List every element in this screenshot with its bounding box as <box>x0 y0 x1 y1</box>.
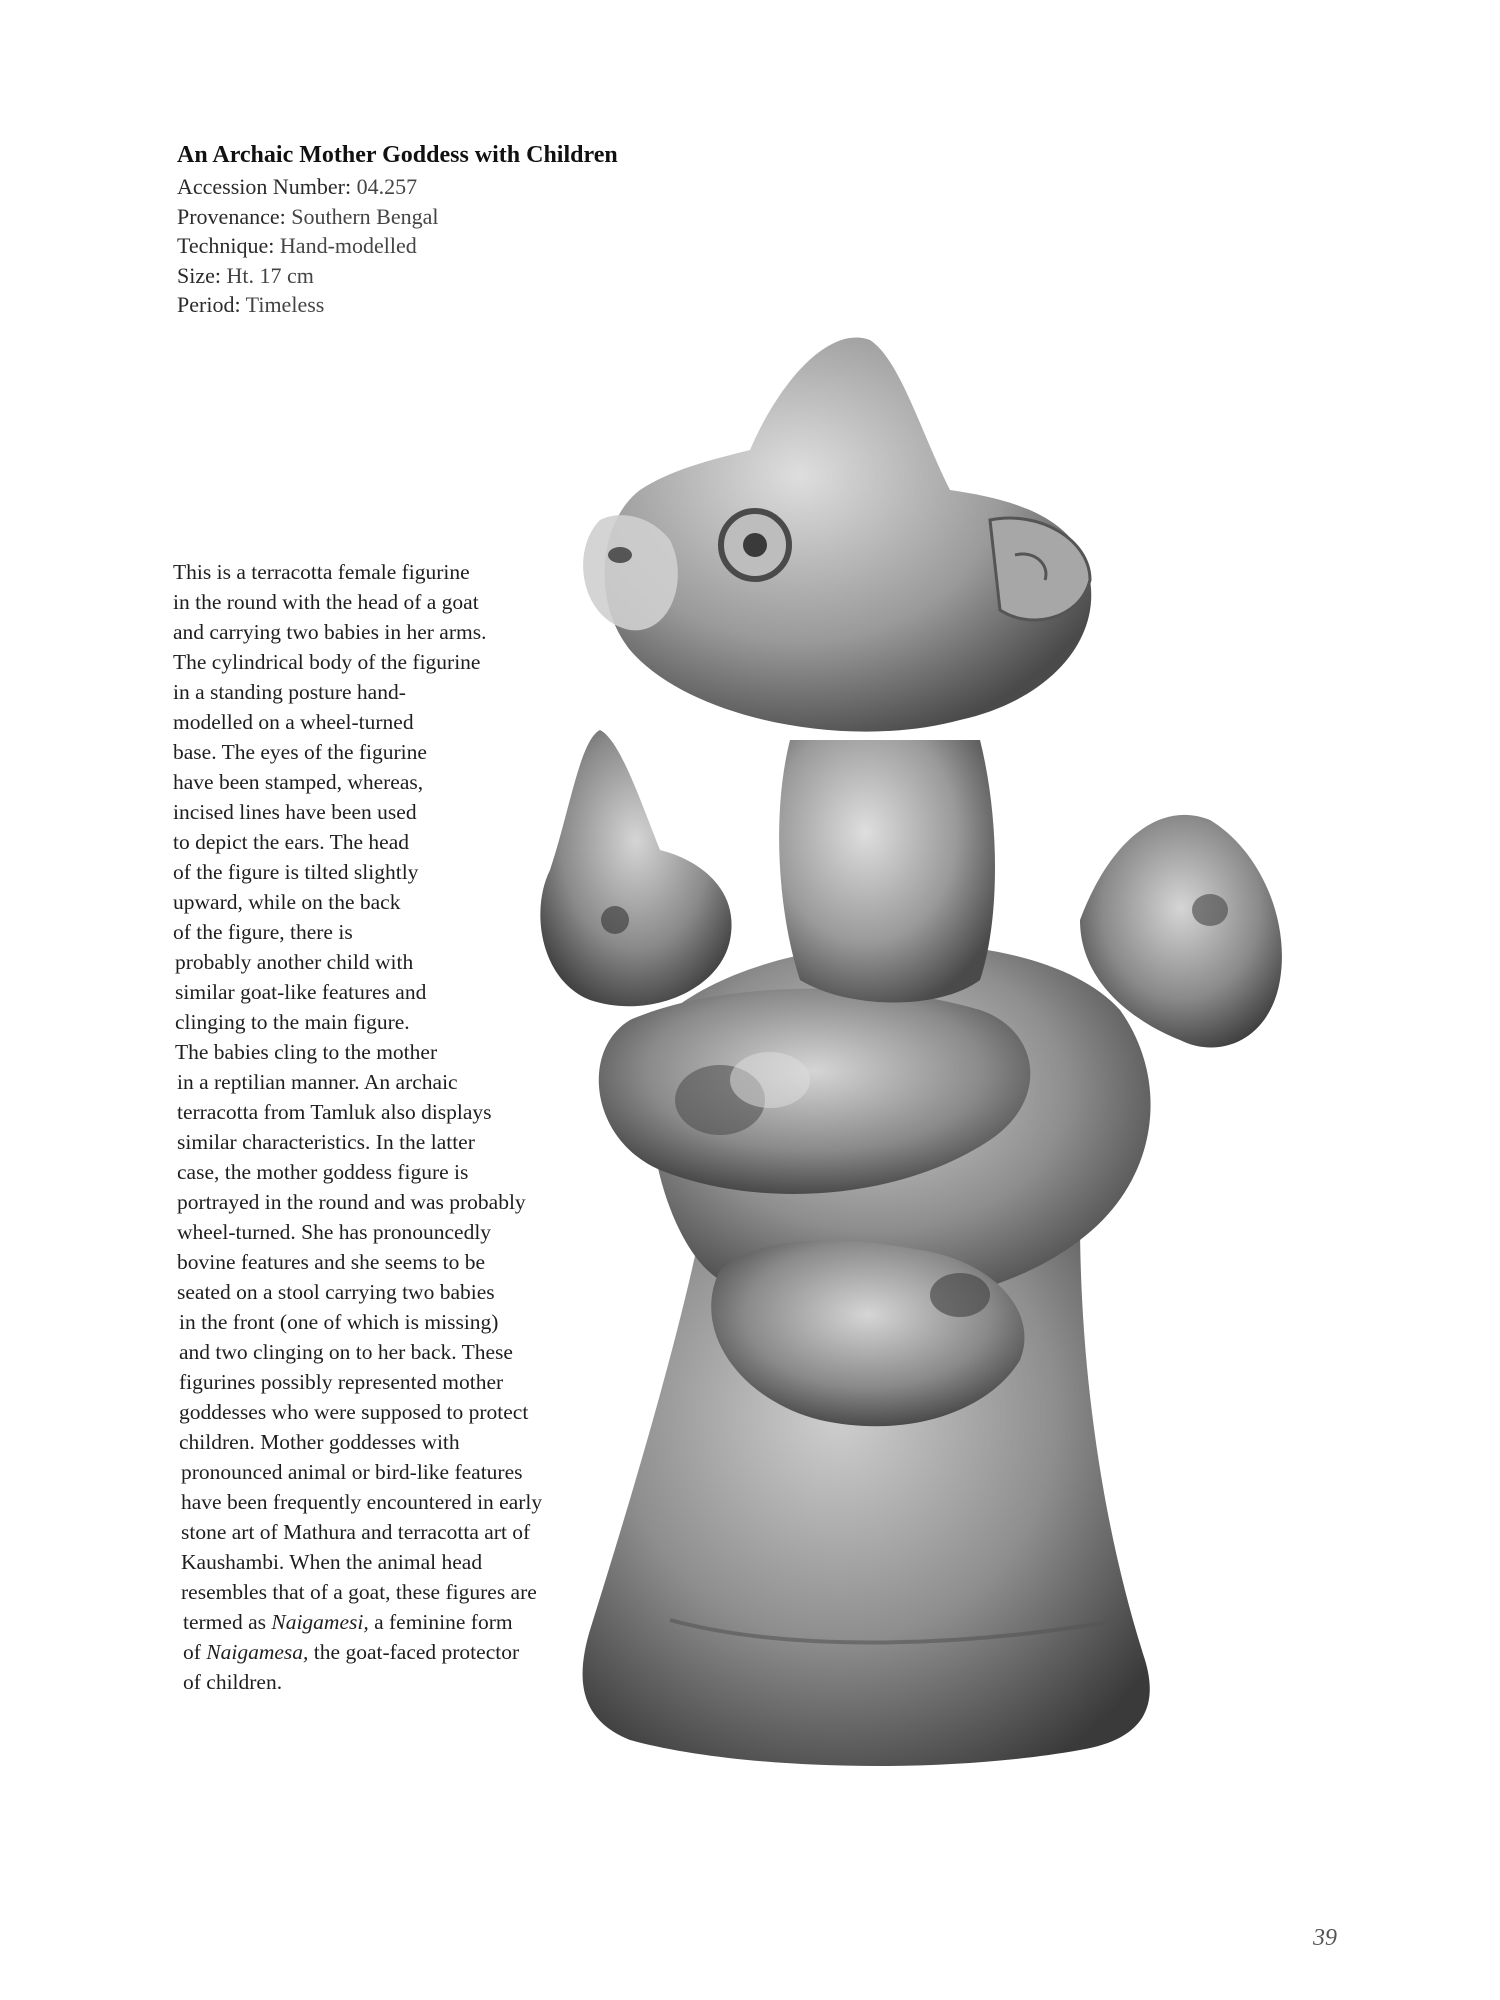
text-line: in the round with the head of a goat <box>173 590 479 614</box>
text-run: of <box>183 1640 207 1664</box>
text-run: the goat-faced protector <box>308 1640 520 1664</box>
meta-value: Ht. 17 cm <box>226 262 314 288</box>
meta-label: Technique: <box>177 233 275 258</box>
text-line: probably another child with <box>175 950 414 974</box>
text-line: figurines possibly represented mother <box>179 1370 504 1394</box>
text-line: This is a terracotta female figurine <box>173 560 470 584</box>
text-line <box>183 1607 513 1637</box>
meta-value: 04.257 <box>356 174 418 199</box>
meta-label: Provenance: <box>177 203 286 229</box>
text-line: in the front (one of which is missing) <box>179 1310 499 1334</box>
meta-label: Period: <box>177 292 241 317</box>
text-line: similar characteristics. In the latter <box>177 1130 475 1154</box>
text-line: bovine features and she seems to be <box>177 1250 486 1274</box>
text-run: termed as <box>183 1610 272 1634</box>
meta-value: Southern Bengal <box>291 203 439 229</box>
text-line: case, the mother goddess figure is <box>177 1160 469 1184</box>
italic-term: Naigamesi, <box>271 1610 369 1634</box>
text-line: incised lines have been used <box>173 800 417 824</box>
text-line: base. The eyes of the figurine <box>173 740 427 764</box>
provenance <box>177 202 647 232</box>
text-line: of children. <box>183 1670 283 1694</box>
text-line: terracotta from Tamluk also displays <box>177 1100 492 1124</box>
text-line: upward, while on the back <box>173 890 401 914</box>
text-line: and two clinging on to her back. These <box>179 1340 513 1364</box>
text-run: a feminine form <box>368 1610 513 1634</box>
text-line: pronounced animal or bird-like features <box>181 1460 523 1484</box>
size <box>177 261 647 291</box>
page-number: 39 <box>1313 1925 1337 1951</box>
text-line <box>183 1637 519 1667</box>
technique <box>177 231 647 261</box>
text-line: stone art of Mathura and terracotta art of <box>181 1520 531 1544</box>
text-line: portrayed in the round and was probably <box>177 1190 526 1214</box>
text-line: wheel-turned. She has pronouncedly <box>177 1220 492 1244</box>
text-line: and carrying two babies in her arms. <box>173 620 487 644</box>
text-line: to depict the ears. The head <box>173 830 410 854</box>
text-line: seated on a stool carrying two babies <box>177 1280 495 1304</box>
text-line: have been stamped, whereas, <box>173 770 424 794</box>
meta-label: Size: <box>177 262 221 288</box>
artwork-title: An Archaic Mother Goddess with Children <box>177 142 618 168</box>
accession-number <box>177 172 647 202</box>
period <box>177 290 647 320</box>
text-line: goddesses who were supposed to protect <box>179 1400 529 1424</box>
catalog-header <box>177 140 647 320</box>
text-line: in a reptilian manner. An archaic <box>177 1070 458 1094</box>
italic-term: Naigamesa, <box>206 1640 309 1664</box>
meta-value: Timeless <box>245 292 325 317</box>
text-line: similar goat-like features and <box>175 980 427 1004</box>
text-line: of the figure, there is <box>173 920 353 944</box>
text-line: modelled on a wheel-turned <box>173 710 414 734</box>
text-line: resembles that of a goat, these figures are <box>181 1580 537 1604</box>
text-line: in a standing posture hand- <box>173 680 406 704</box>
text-line: children. Mother goddesses with <box>179 1430 460 1454</box>
text-line: The cylindrical body of the figurine <box>173 650 481 674</box>
meta-value: Hand-modelled <box>279 233 417 258</box>
text-line: of the figure is tilted slightly <box>173 860 419 884</box>
terracotta-figurine-photo <box>520 320 1310 1820</box>
text-line: The babies cling to the mother <box>175 1040 438 1064</box>
text-line: have been frequently encountered in early <box>181 1490 543 1514</box>
meta-label: Accession Number: <box>177 174 352 199</box>
text-line: Kaushambi. When the animal head <box>181 1550 483 1574</box>
text-line: clinging to the main figure. <box>175 1010 410 1034</box>
